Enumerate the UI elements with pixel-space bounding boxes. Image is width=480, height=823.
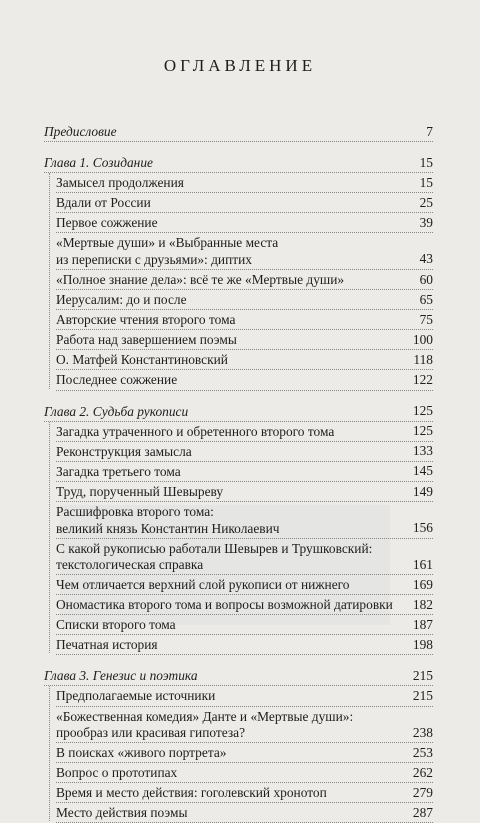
toc-entry-page: 145 <box>412 463 433 479</box>
toc-chapter-section <box>44 402 433 656</box>
toc-chapter-section <box>44 153 433 390</box>
chapter-bracket-line <box>49 422 50 654</box>
toc-chapter-title: Глава 1. Созидание <box>44 155 153 171</box>
chapter-bracket-line <box>49 173 50 388</box>
toc-entry-title: Загадка утраченного и обретенного второго тома <box>56 423 335 439</box>
toc-entry-title-line1: С какой рукописью работали Шевырев и Трушковский: <box>56 540 373 556</box>
toc-entry-title-line2: текстологическая справка <box>56 557 204 572</box>
toc-entry-title: Реконструкция замысла <box>56 443 192 459</box>
toc-entry[interactable] <box>56 310 433 330</box>
toc-entry[interactable] <box>56 539 433 576</box>
toc-entry[interactable] <box>56 575 433 595</box>
toc-entry-title: Место действия поэмы <box>56 805 188 821</box>
toc-entry[interactable] <box>56 686 433 706</box>
toc-entry-page: 15 <box>419 174 433 190</box>
toc-entry-page: 75 <box>419 311 433 327</box>
toc-entry[interactable] <box>56 193 433 213</box>
toc-entry-title: Авторские чтения второго тома <box>56 312 236 328</box>
toc-entry-title: «Полное знание дела»: всё те же «Мертвые души» <box>56 271 345 287</box>
toc-entry-page: 156 <box>412 520 433 535</box>
toc-chapter-title: Глава 2. Судьба рукописи <box>44 403 189 419</box>
toc-preface-title: Предисловие <box>44 124 117 139</box>
toc-entry-title <box>56 539 433 574</box>
toc-entry-title: Труд, порученный Шевыреву <box>56 483 224 499</box>
toc-entry-page: 182 <box>412 596 433 612</box>
toc-entry-page: 25 <box>419 194 433 210</box>
toc-entry[interactable] <box>56 270 433 290</box>
toc-chapter-title: Глава 3. Генезис и поэтика <box>44 668 198 684</box>
toc-entry-page: 187 <box>412 616 433 632</box>
toc-entry[interactable] <box>56 350 433 370</box>
toc-entry-page: 238 <box>412 724 433 740</box>
toc-entry-title <box>56 707 433 742</box>
toc-entry-page: 279 <box>412 784 433 800</box>
toc-entry-title: О. Матфей Константиновский <box>56 352 228 368</box>
toc-entry[interactable] <box>56 502 433 539</box>
toc-entry-page: 215 <box>412 688 433 704</box>
leader-line <box>56 654 433 655</box>
chapter-bracket-line <box>49 686 50 821</box>
toc-chapter-heading[interactable] <box>44 666 433 686</box>
toc-entry-title: Первое сожжение <box>56 215 158 231</box>
toc-entry-title: Чем отличается верхний слой рукописи от нижнего <box>56 577 350 592</box>
toc-entry-title: В поисках «живого портрета» <box>56 745 227 761</box>
toc-entry-title-line1: «Мертвые души» и «Выбранные места <box>56 235 279 251</box>
toc-entry-title-line1: «Божественная комедия» Данте и «Мертвые души»: <box>56 708 354 724</box>
toc-entry-title: Загадка третьего тома <box>56 463 181 479</box>
toc-entry-title: Печатная история <box>56 637 158 653</box>
toc-entry-title: Время и место действия: гоголевский хронотоп <box>56 785 327 801</box>
toc-entry-title: Последнее сожжение <box>56 372 178 388</box>
toc-entry[interactable] <box>56 370 433 390</box>
toc-entry-title-line1: Расшифровка второго тома: <box>56 504 214 519</box>
toc-entry-page: 253 <box>412 744 433 760</box>
toc-entry-title-line2: прообраз или красивая гипотеза? <box>56 725 246 741</box>
toc-entry-title: Списки второго тома <box>56 617 176 633</box>
toc-entry-title <box>56 233 433 268</box>
page-title: ОГЛАВЛЕНИЕ <box>163 56 317 75</box>
toc-entry-page: 262 <box>412 764 433 780</box>
toc-entry-page: 39 <box>419 214 433 230</box>
toc-entry-title: Вдали от России <box>56 195 151 211</box>
toc-chapter-section <box>44 666 433 823</box>
toc-chapter-heading[interactable] <box>44 153 433 173</box>
toc-entry[interactable] <box>56 462 433 482</box>
toc-chapter-heading[interactable] <box>44 402 433 422</box>
toc-chapter-page: 15 <box>419 154 433 170</box>
toc-entry[interactable] <box>56 803 433 823</box>
toc-entry[interactable] <box>56 442 433 462</box>
toc-chapter-page: 215 <box>412 667 433 683</box>
toc-entry[interactable] <box>56 482 433 502</box>
toc-entry[interactable] <box>56 233 433 270</box>
toc-entry-page: 133 <box>412 443 433 459</box>
toc-entry-page: 43 <box>419 251 433 267</box>
toc-entry-page: 161 <box>412 556 433 572</box>
toc-entry-title: Вопрос о прототипах <box>56 765 178 781</box>
toc-entry-title <box>56 502 433 537</box>
toc-entry[interactable] <box>56 635 433 655</box>
toc-entry-title-line2: великий князь Константин Николаевич <box>56 520 280 536</box>
toc-entry[interactable] <box>56 422 433 442</box>
table-of-contents <box>44 122 433 823</box>
toc-entry-page: 100 <box>412 331 433 347</box>
toc-entry-title-line2: из переписки с друзьями»: диптих <box>56 251 252 267</box>
toc-entry[interactable] <box>56 783 433 803</box>
toc-entry[interactable] <box>56 615 433 635</box>
toc-entry-title: Замысел продолжения <box>56 175 184 191</box>
toc-entry[interactable] <box>56 213 433 233</box>
toc-entry-page: 118 <box>413 351 433 367</box>
toc-entry[interactable] <box>56 595 433 615</box>
toc-entry-page: 122 <box>412 372 433 388</box>
toc-entry-page: 287 <box>412 804 433 820</box>
toc-entry-page: 65 <box>419 291 433 307</box>
toc-entry-page: 198 <box>412 636 433 652</box>
toc-entry-title: Ономастика второго тома и вопросы возможной датировки <box>56 597 393 613</box>
toc-entry[interactable] <box>56 330 433 350</box>
toc-preface-page: 7 <box>426 123 433 139</box>
toc-entry-title: Иерусалим: до и после <box>56 292 187 308</box>
leader-line <box>44 141 433 142</box>
toc-chapter-page: 125 <box>412 403 433 419</box>
toc-entry[interactable] <box>56 707 433 744</box>
toc-entry[interactable] <box>56 173 433 193</box>
leader-line <box>56 390 433 391</box>
toc-entry-page: 169 <box>412 576 433 592</box>
toc-entry-page: 125 <box>412 423 433 439</box>
toc-entry[interactable] <box>56 290 433 310</box>
toc-entry-title: Предполагаемые источники <box>56 688 216 704</box>
toc-entry-page: 149 <box>412 483 433 499</box>
toc-entry-page: 60 <box>419 271 433 287</box>
toc-entry[interactable] <box>56 763 433 783</box>
toc-entry[interactable] <box>56 743 433 763</box>
toc-entry-title: Работа над завершением поэмы <box>56 332 237 348</box>
toc-preface[interactable] <box>44 122 433 142</box>
